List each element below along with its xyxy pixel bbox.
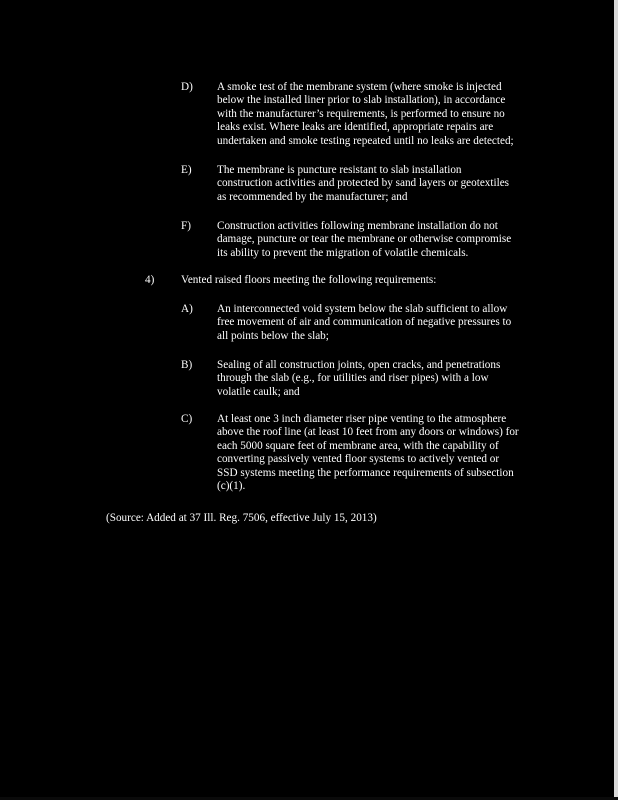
text-line: with the manufacturer’s requirements, is performed to ensure no xyxy=(217,107,505,120)
item-text-4 xyxy=(181,274,436,287)
text-line: SSD systems meeting the performance requirements of subsection xyxy=(217,466,514,479)
item-text-a xyxy=(217,303,511,343)
text-line: damage, puncture or tear the membrane or otherwise compromise xyxy=(217,233,512,246)
text-line: undertaken and smoke testing repeated until no leaks are detected; xyxy=(217,134,514,147)
text-line: its ability to prevent the migration of volatile chemicals. xyxy=(217,246,469,259)
item-marker-e: E) xyxy=(181,164,192,176)
text-line: (c)(1). xyxy=(217,480,246,493)
text-line: An interconnected void system below the slab sufficient to allow xyxy=(217,303,508,315)
text-line: leaks exist. Where leaks are identified, appropriate repairs are xyxy=(217,121,494,134)
item-text-b xyxy=(217,359,500,399)
text-line: as recommended by the manufacturer; and xyxy=(217,190,408,203)
item-text-c xyxy=(217,413,519,493)
item-marker-4: 4) xyxy=(145,274,155,286)
item-text-f xyxy=(217,220,511,260)
source-note xyxy=(106,512,377,525)
text-line: through the slab (e.g., for utilities and riser pipes) with a low xyxy=(217,372,489,385)
item-text-d xyxy=(217,81,514,148)
source-note-text: (Source: Added at 37 Ill. Reg. 7506, effective July 15, 2013) xyxy=(106,512,377,524)
text-line: Sealing of all construction joints, open cracks, and penetrations xyxy=(217,359,501,371)
text-line: Construction activities following membrane installation do not xyxy=(217,220,498,232)
item-marker-d: D) xyxy=(181,81,193,93)
text-line: The membrane is puncture resistant to slab installation xyxy=(217,164,462,176)
item-marker-c: C) xyxy=(181,413,193,425)
text-line: above the roof line (at least 10 feet from any doors or windows) for xyxy=(217,426,519,439)
text-line: free movement of air and communication of negative pressures to xyxy=(217,316,512,329)
text-line: below the installed liner prior to slab installation), in accordance xyxy=(217,94,506,107)
text-line: all points below the slab; xyxy=(217,329,329,342)
text-line: converting passively vented floor systems to actively vented or xyxy=(217,453,500,466)
text-line: At least one 3 inch diameter riser pipe venting to the atmosphere xyxy=(217,413,507,425)
item-marker-f: F) xyxy=(181,220,191,232)
text-line: each 5000 square feet of membrane area, with the capability of xyxy=(217,439,499,452)
text-line: Vented raised floors meeting the following requirements: xyxy=(181,274,437,286)
item-text-e xyxy=(217,164,509,204)
text-line: A smoke test of the membrane system (where smoke is injected xyxy=(217,81,502,93)
item-marker-a: A) xyxy=(181,303,193,315)
text-line: construction activities and protected by sand layers or geotextiles xyxy=(217,177,510,190)
text-line: volatile caulk; and xyxy=(217,385,300,398)
item-marker-b: B) xyxy=(181,359,193,371)
page-edge xyxy=(614,0,618,800)
